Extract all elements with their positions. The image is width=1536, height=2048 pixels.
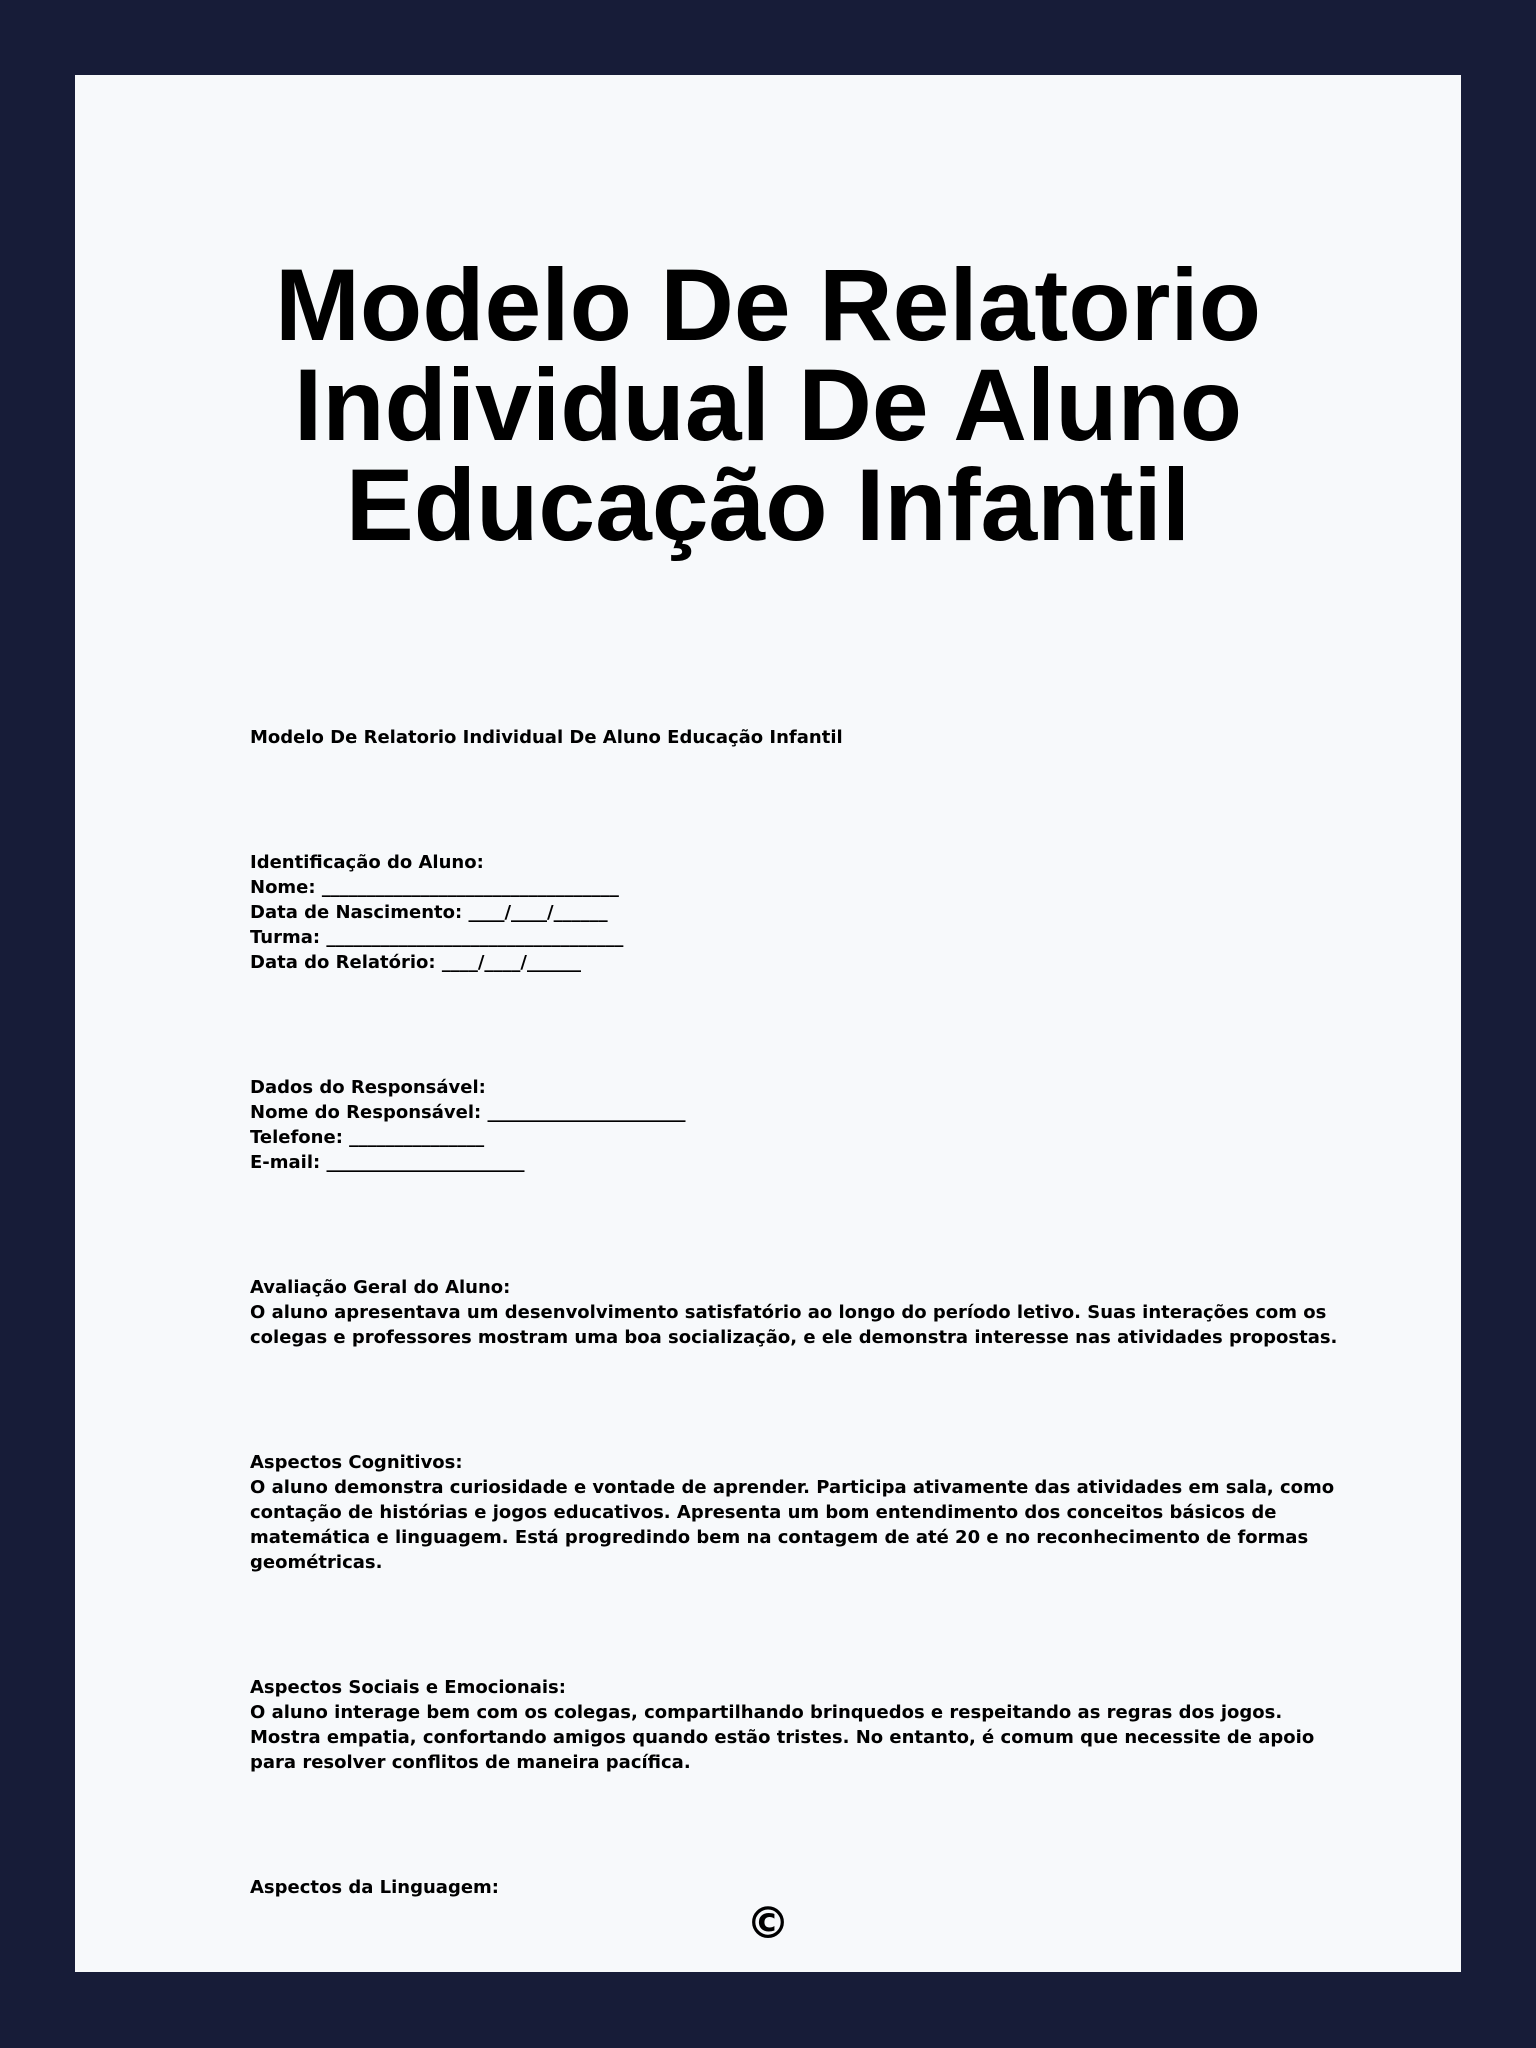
student-birthdate-field: Data de Nascimento: ____/____/______ bbox=[250, 902, 608, 923]
guardian-phone-field: Telefone: _______________ bbox=[250, 1127, 485, 1148]
document-subtitle: Modelo De Relatorio Individual De Aluno Educação Infantil bbox=[250, 727, 843, 748]
title-line-3: Educação Infantil bbox=[345, 448, 1191, 562]
document-subtitle-section bbox=[250, 725, 1350, 750]
student-identification-heading: Identificação do Aluno: bbox=[250, 852, 484, 873]
student-identification-section bbox=[250, 850, 1350, 975]
title-line-1: Modelo De Relatorio bbox=[274, 248, 1262, 362]
guardian-name-field: Nome do Responsável: ______________________ bbox=[250, 1102, 686, 1123]
social-emotional-text: O aluno interage bem com os colegas, compartilhando brinquedos e respeitando as regras dos jogos. Mostra empatia, confortando amigos quando estão tristes. No entanto, é comum que necessite de apoio para resolver conflitos de maneira pacífica. bbox=[250, 1702, 1315, 1773]
language-section bbox=[250, 1875, 1350, 1900]
guardian-section bbox=[250, 1075, 1350, 1175]
general-evaluation-heading: Avaliação Geral do Aluno: bbox=[250, 1277, 511, 1298]
social-emotional-heading: Aspectos Sociais e Emocionais: bbox=[250, 1677, 566, 1698]
general-evaluation-section bbox=[250, 1275, 1350, 1350]
title-line-2: Individual De Aluno bbox=[293, 348, 1243, 462]
guardian-email-field: E-mail: ______________________ bbox=[250, 1152, 525, 1173]
page-title bbox=[75, 248, 1461, 562]
document-page bbox=[75, 75, 1461, 1972]
guardian-heading: Dados do Responsável: bbox=[250, 1077, 486, 1098]
general-evaluation-text: O aluno apresentava um desenvolvimento satisfatório ao longo do período letivo. Suas interações com os colegas e professores mostram uma boa socialização, e ele demonstra interesse nas atividades propostas. bbox=[250, 1302, 1338, 1348]
copyright-icon: © bbox=[746, 1898, 790, 1949]
social-emotional-section bbox=[250, 1675, 1350, 1775]
student-class-field: Turma: _________________________________ bbox=[250, 927, 624, 948]
report-date-field: Data do Relatório: ____/____/______ bbox=[250, 952, 582, 973]
language-heading: Aspectos da Linguagem: bbox=[250, 1877, 500, 1898]
cognitive-section bbox=[250, 1450, 1350, 1575]
student-name-field: Nome: _________________________________ bbox=[250, 877, 619, 898]
cognitive-text: O aluno demonstra curiosidade e vontade de aprender. Participa ativamente das atividades em sala, como contação de histórias e jogos educativos. Apresenta um bom entendimento dos conceitos básicos de matemática e linguagem. Está progredindo bem na contagem de até 20 e no reconhecimento de formas geométricas. bbox=[250, 1477, 1335, 1573]
cognitive-heading: Aspectos Cognitivos: bbox=[250, 1452, 463, 1473]
